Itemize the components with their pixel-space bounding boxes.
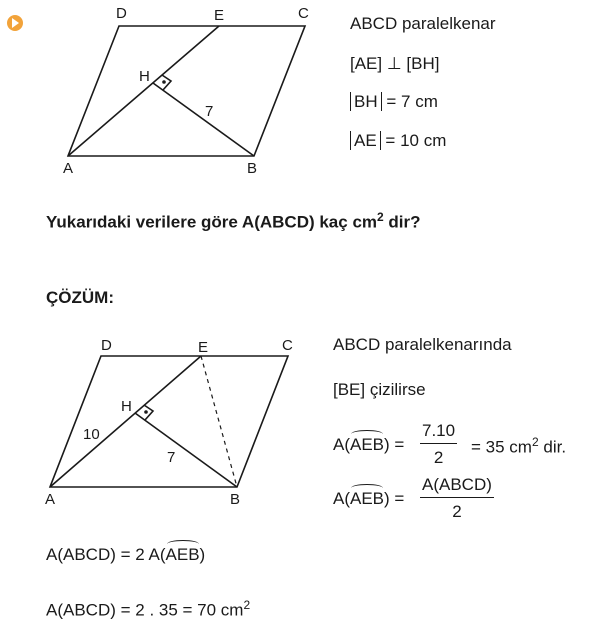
eq1-rhs — [471, 435, 566, 458]
figure-2 — [50, 356, 288, 487]
eq3 — [46, 545, 205, 565]
eq3-main: A(ABCD) = 2 A( — [46, 545, 166, 564]
segment-ae-1 — [68, 26, 219, 156]
solution-line-1: ABCD paralelkenarında — [333, 335, 512, 354]
eq2-open: A( — [333, 489, 350, 508]
bh-value: = 7 cm — [386, 92, 438, 111]
right-angle-dot-2 — [144, 410, 148, 414]
parallelogram-2 — [50, 356, 288, 487]
eq1-lhs — [333, 435, 404, 455]
eq3-arc-aeb: AEB — [165, 545, 200, 564]
segment-hb-2 — [135, 413, 237, 487]
eq1-open: A( — [333, 435, 350, 454]
vertex-label-e: E — [214, 7, 225, 24]
vertex-label-c-2: C — [282, 337, 293, 354]
eq1-tail: dir. — [538, 437, 567, 457]
vertex-label-b-2: B — [230, 491, 241, 508]
eq1-arc-aeb: AEB — [350, 435, 385, 454]
eq2-numerator: A(ABCD) — [420, 475, 494, 498]
figure-1 — [68, 26, 305, 156]
question-exponent: 2 — [377, 210, 384, 224]
segment-hb-1 — [153, 83, 254, 156]
eq1-value: = 35 cm — [471, 437, 532, 457]
given-bh-length — [350, 92, 438, 112]
eq1-denominator: 2 — [433, 448, 444, 467]
question-text — [46, 210, 421, 233]
vertex-label-h-2: H — [121, 398, 132, 415]
eq3-close: ) — [199, 545, 206, 564]
vertex-label-c: C — [298, 5, 309, 22]
vertex-label-d: D — [116, 5, 127, 22]
length-label-bh-2: 7 — [167, 449, 176, 466]
eq1-numerator: 7.10 — [420, 421, 457, 444]
eq1-exponent: 2 — [531, 435, 539, 449]
eq1-fraction — [420, 421, 457, 468]
length-label-ah: 10 — [83, 426, 100, 443]
length-label-bh: 7 — [205, 103, 214, 120]
eq2-fraction — [420, 475, 494, 522]
given-ae-bracket: [AE] — [350, 54, 383, 73]
vertex-label-a-2: A — [45, 491, 56, 508]
eq2-arc-aeb: AEB — [350, 489, 385, 508]
vertex-label-d-2: D — [101, 337, 112, 354]
given-perpendicular — [350, 54, 439, 74]
parallelogram-1 — [68, 26, 305, 156]
vertex-label-e-2: E — [198, 339, 209, 356]
eq2-close: ) = — [384, 489, 405, 508]
right-angle-dot-1 — [162, 80, 166, 84]
given-bh-bracket: [BH] — [406, 54, 440, 73]
eq4-main: A(ABCD) = 2 . 35 = 70 cm — [46, 600, 244, 620]
abs-bh: BH — [350, 92, 382, 111]
perp-symbol: ⊥ — [386, 54, 402, 73]
segment-be-dashed — [201, 356, 237, 487]
solution-heading: ÇÖZÜM: — [46, 288, 114, 307]
vertex-label-a: A — [63, 160, 74, 177]
eq4 — [46, 598, 250, 621]
eq1-close: ) = — [384, 435, 405, 454]
vertex-label-b: B — [247, 160, 258, 177]
solution-line-2: [BE] çizilirse — [333, 380, 426, 399]
question-end: dir? — [383, 212, 421, 232]
eq4-exponent: 2 — [243, 598, 251, 612]
given-parallelogram: ABCD paralelkenar — [350, 14, 496, 33]
eq2-lhs — [333, 489, 404, 509]
vertex-label-h: H — [139, 68, 150, 85]
segment-ae-2 — [50, 356, 201, 487]
abs-ae: AE — [350, 131, 381, 150]
given-ae-length — [350, 131, 446, 151]
ae-value: = 10 cm — [385, 131, 447, 150]
eq2-denominator: 2 — [452, 502, 462, 521]
question-main: Yukarıdaki verilere göre A(ABCD) kaç cm — [46, 212, 378, 232]
